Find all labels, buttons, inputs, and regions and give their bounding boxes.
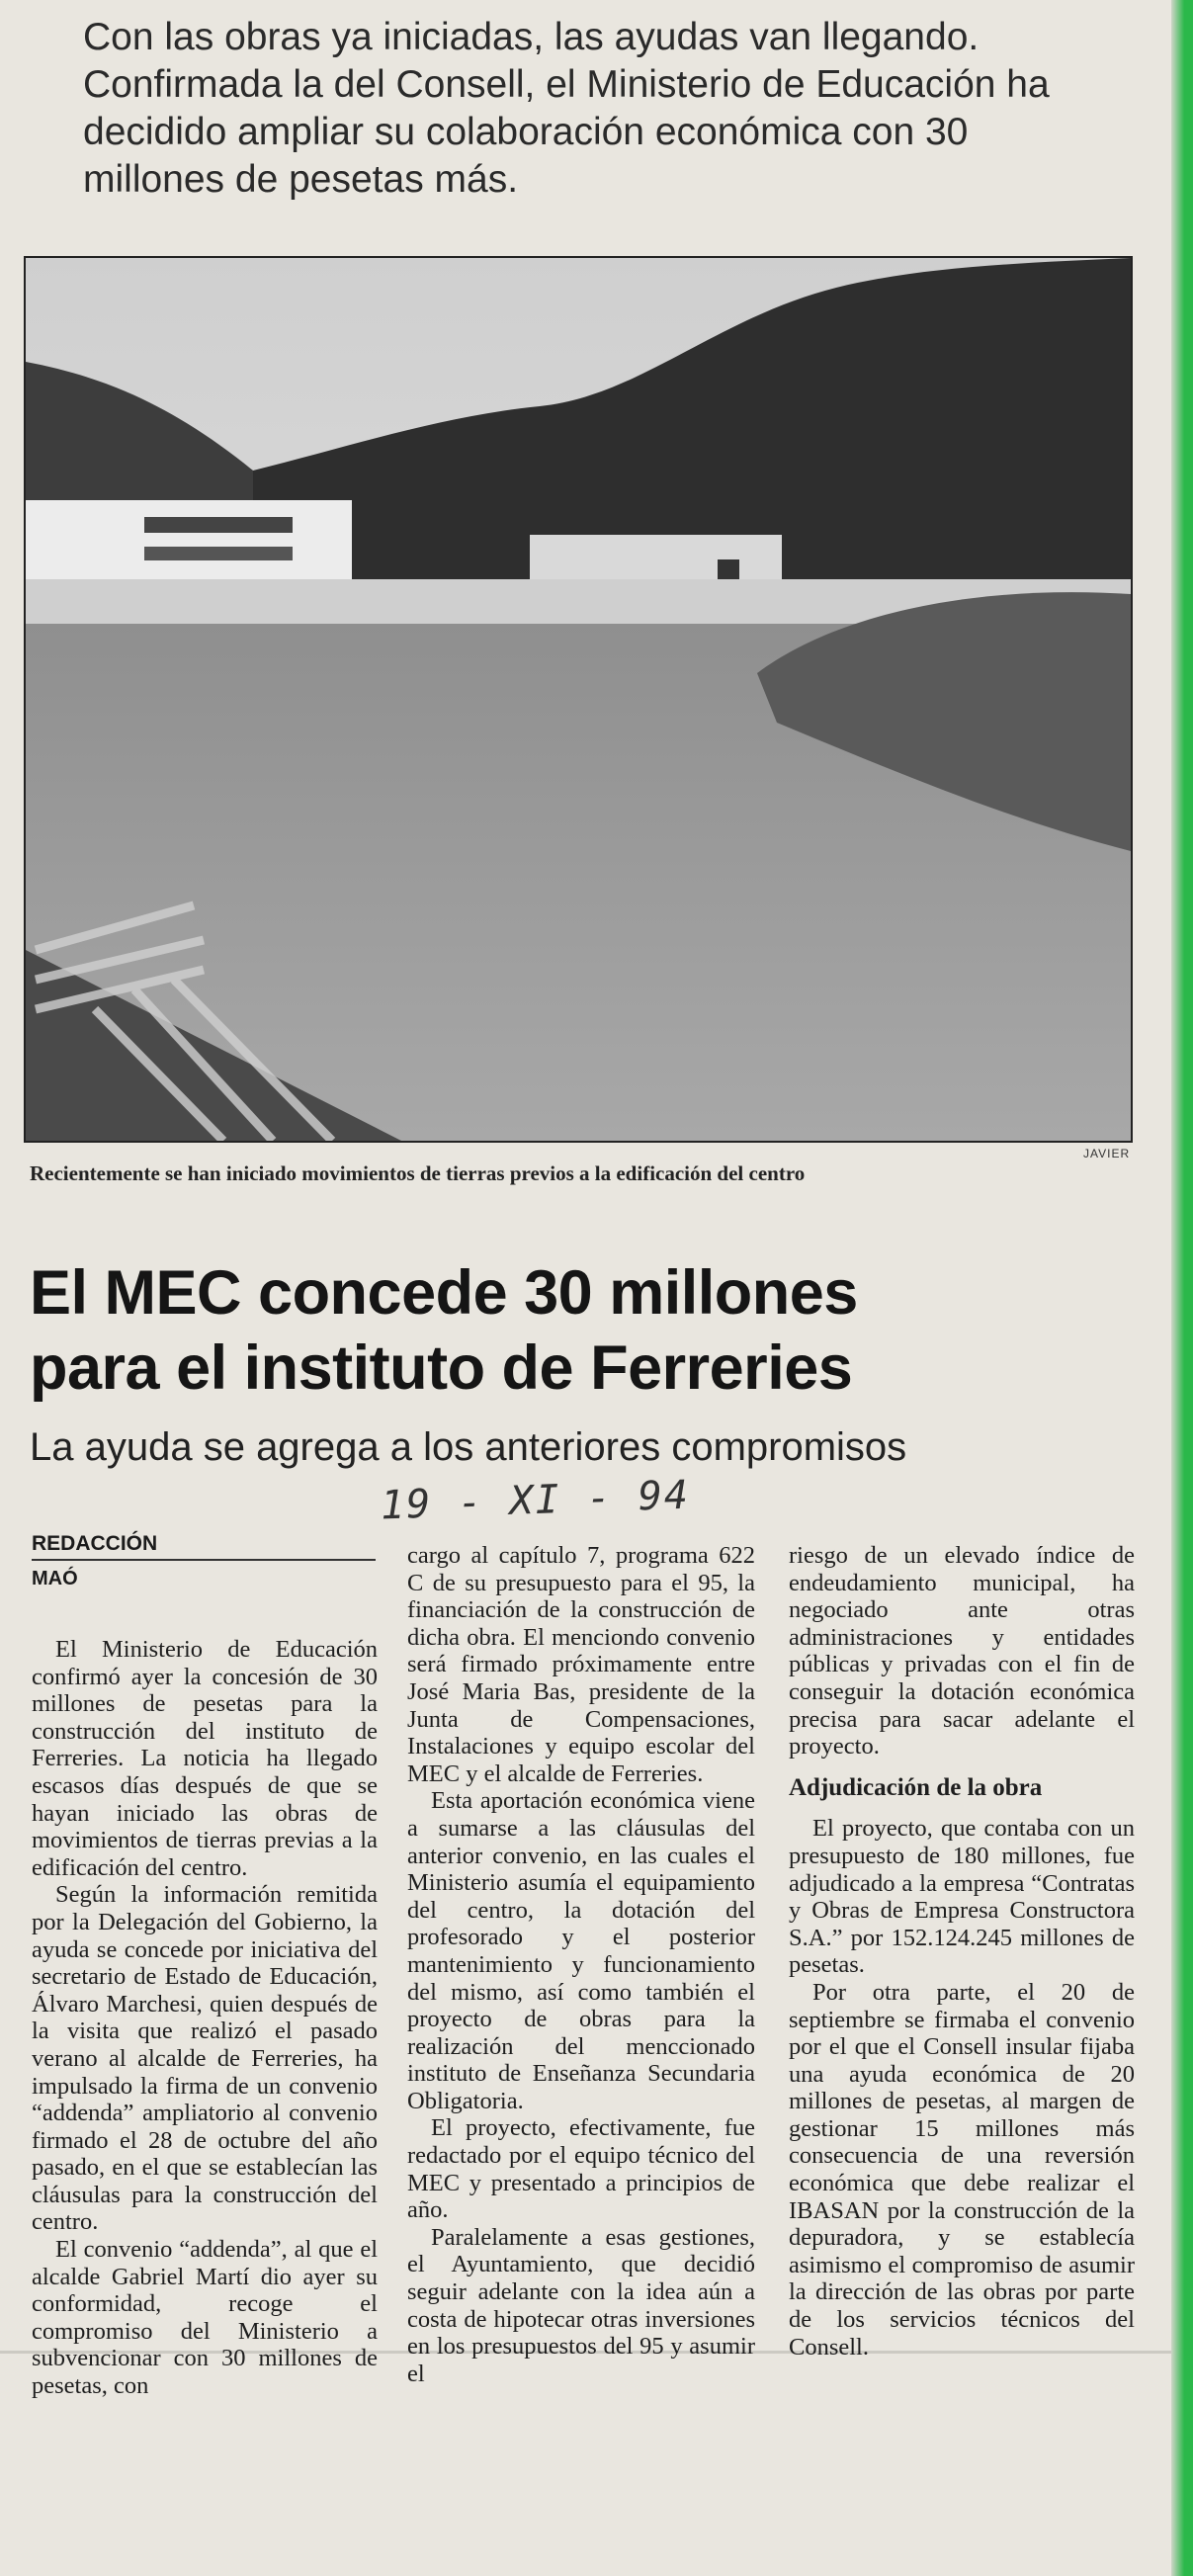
headline <box>30 1255 1127 1406</box>
byline: REDACCIÓN <box>32 1532 376 1561</box>
construction-site-photo <box>26 258 1131 1141</box>
paragraph: Según la información remitida por la Delegación del Gobierno, la ayuda se concede por iniciativa del secretario de Estado de Educación, Álvaro Marchesi, quien después de la visita que realizó el pasado verano al alcalde de Ferreries, ha impulsado la firma de un convenio “addenda” ampliatorio al convenio firmado el 28 de octubre del año pasado, en el que se establecían las cláusulas para la construcción del centro. <box>32 1881 378 2236</box>
paragraph: cargo al capítulo 7, programa 622 C de su presupuesto para el 95, la financiación de la construcción de dicha obra. El menciondo convenio será firmado próximamente entre José Maria Bas, presidente de la Junta de Compensaciones, Instalaciones y equipo escolar del MEC y el alcalde de Ferreries. <box>407 1542 755 1787</box>
paper-fold-line <box>0 2351 1171 2354</box>
column-3 <box>789 1542 1135 2361</box>
headline-line-2: para el instituto de Ferreries <box>30 1333 853 1403</box>
headline-line-1: El MEC concede 30 millones <box>30 1258 858 1328</box>
lead-paragraph: Con las obras ya iniciadas, las ayudas van llegando. Confirmada la del Consell, el Ministerio de Educación ha decidido ampliar su colaboración económica con 30 millones de pesetas más. <box>83 16 1050 201</box>
photo-caption: Recientemente se han iniciado movimientos de tierras previos a la edificación del centro <box>30 1161 806 1185</box>
paragraph: El Ministerio de Educación confirmó ayer la concesión de 30 millones de pesetas para la construcción del instituto de Ferreries. La noticia ha llegado escasos días después de que se hayan iniciado las obras de movimientos de tierras previas a la edificación del centro. <box>32 1636 378 1881</box>
paragraph: Por otra parte, el 20 de septiembre se firmaba el convenio por el que el Consell insular fijaba una ayuda económica de 20 millones de pesetas, al margen de gestionar 15 millones más consecuencia de una reversión económica que debe realizar el IBASAN por la construcción de la depuradora, y se establecía asimismo el compromiso de asumir la dirección de las obras por parte de los servicios técnicos del Consell. <box>789 1978 1135 2361</box>
paragraph: El proyecto, efectivamente, fue redactado por el equipo técnico del MEC y presentado a principios de año. <box>407 2114 755 2224</box>
paragraph: riesgo de un elevado índice de endeudamiento municipal, ha negociado ante otras administraciones y entidades públicas y privadas con el fin de conseguir la dotación económica precisa para sacar adelante el proyecto. <box>789 1542 1135 1760</box>
paragraph: Paralelamente a esas gestiones, el Ayuntamiento, que decidió seguir adelante con la idea aún a costa de hipotecar otras inversiones en los presupuestos del 95 y asumir el <box>407 2223 755 2387</box>
paragraph: Esta aportación económica viene a sumarse a las cláusulas del anterior convenio, en las cuales el Ministerio asumía el equipamiento del centro, la dotación del profesorado y el posterior mantenimiento y funcionamiento del mismo, así como también el proyecto de obras para la realización del menccionado instituto de Enseñanza Secundaria Obligatoria. <box>407 1787 755 2114</box>
section-heading: Adjudicación de la obra <box>789 1773 1043 1801</box>
article-photo <box>24 256 1133 1143</box>
dateline-location: MAÓ <box>32 1568 78 1589</box>
background-edge <box>1171 0 1193 2576</box>
subheadline: La ayuda se agrega a los anteriores compromisos <box>30 1425 907 1469</box>
paragraph: El convenio “addenda”, al que el alcalde Gabriel Martí dio ayer su conformidad, recoge el compromiso del Ministerio a subvencionar con 30 millones de pesetas, con <box>32 2236 378 2400</box>
handwritten-date: 19 - XI - 94 <box>380 1472 691 1529</box>
column-1 <box>32 1636 378 2400</box>
column-2 <box>407 1542 755 2387</box>
photo-credit: JAVIER <box>1083 1147 1131 1160</box>
paragraph: El proyecto, que contaba con un presupuesto de 180 millones, fue adjudicado a la empresa “Contratas y Obras de Empresa Constructora S.A.” por 152.124.245 millones de pesetas. <box>789 1815 1135 1979</box>
